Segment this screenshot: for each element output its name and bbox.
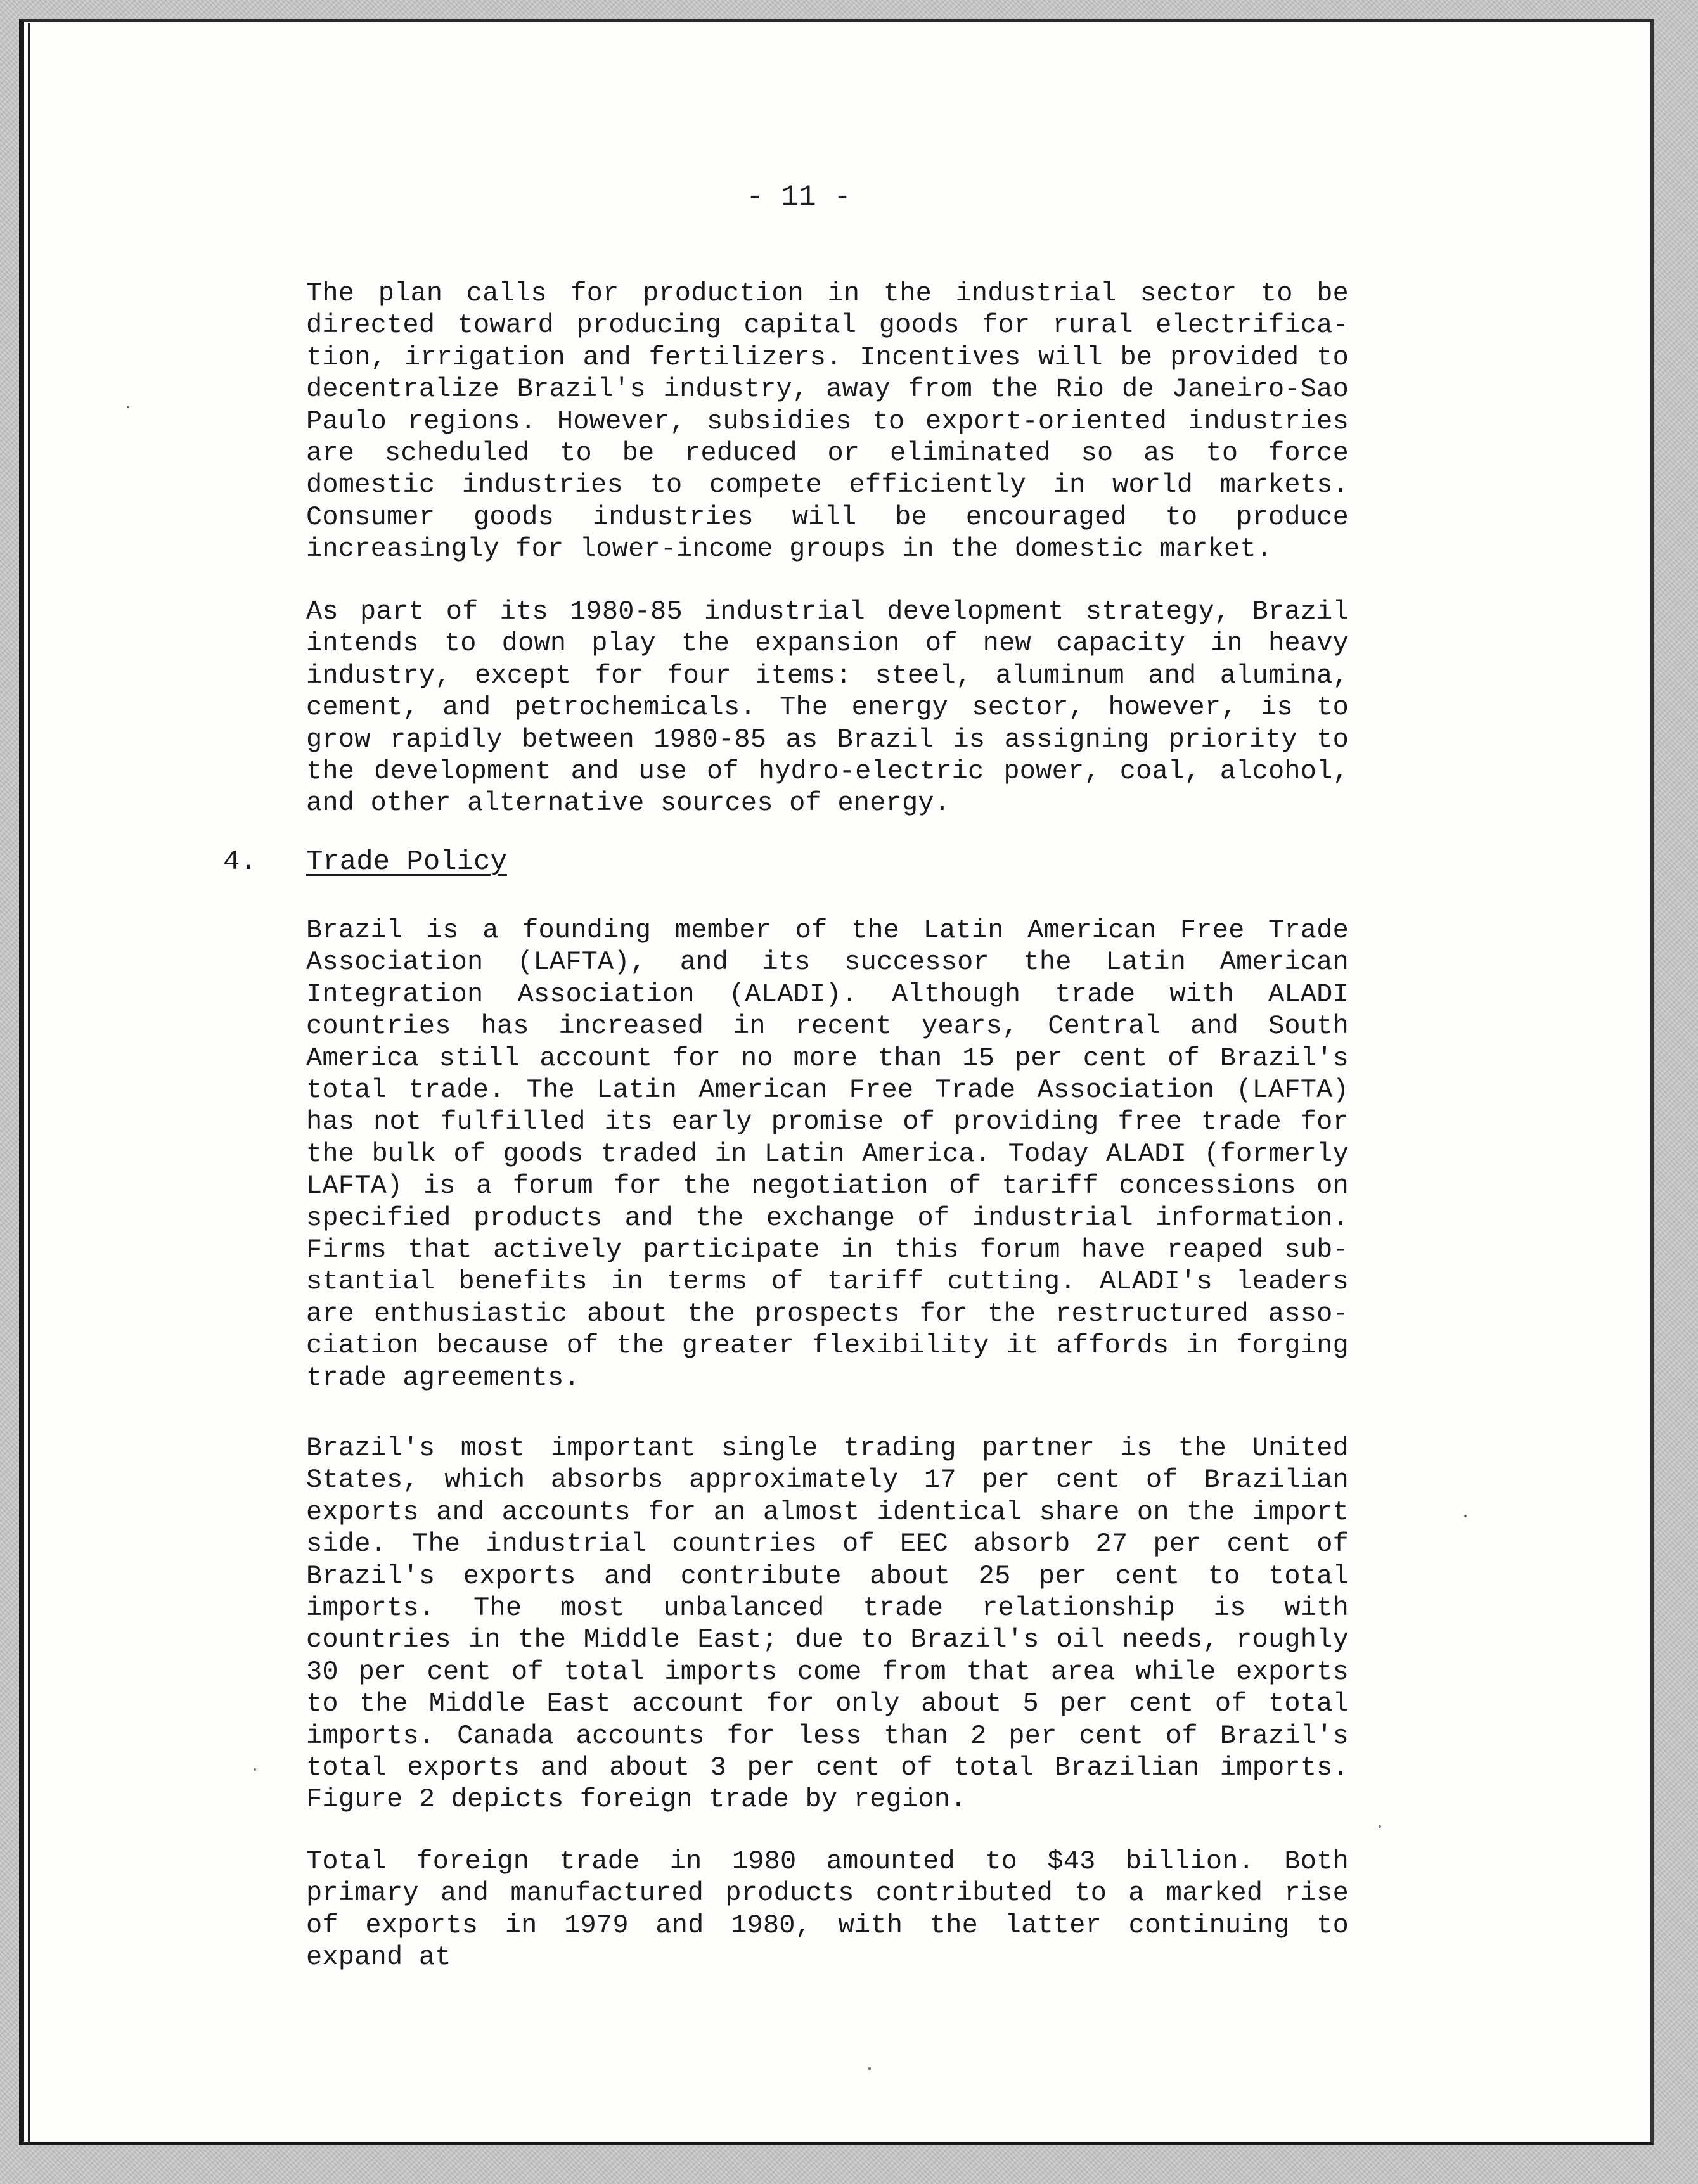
scan-speck bbox=[1464, 1515, 1467, 1517]
paragraph-total-foreign-trade: Total foreign trade in 1980 amounted to $43 billion. Both primary and manufactured products contributed to a marked rise of exports in 1979 and 1980, with the latter continuing to expand at bbox=[306, 1846, 1349, 1973]
paragraph-trading-partners: Brazil's most important single trading partner is the United States, which absorbs approximately 17 per cent of Brazilian exports and accounts for an almost identical share on the import side. The industrial countries of EEC absorb 27 per cent of Brazil's exports and contribute about 25 per cent to total imports. The most unbalanced trade relationship is with countries in the Middle East; due to Brazil's oil needs, roughly 30 per cent of total imports come from that area while exports to the Middle East account for only about 5 per cent of total imports. Canada accounts for less than 2 per cent of Brazil's total exports and about 3 per cent of total Brazilian imports. Figure 2 depicts foreign trade by region. bbox=[306, 1433, 1349, 1815]
paragraph-industrial-plan: The plan calls for production in the industrial sector to be directed toward producing capital goods for rural electrifica- tion, irrigation and fertilizers. Incentives will be provided to decentralize Brazil's industry, away from the Rio de Janeiro-Sao Paulo regions. However, subsidies to export-oriented industries are scheduled to be reduced or eliminated so as to force domestic industries to compete efficiently in world markets. Consumer goods industries will be encouraged to produce increasingly for lower-income groups in the domestic market. bbox=[306, 278, 1349, 565]
section-number: 4. bbox=[223, 846, 257, 878]
scan-speck bbox=[127, 406, 129, 408]
page-number: - 11 - bbox=[746, 181, 851, 214]
scan-speck bbox=[1379, 1825, 1381, 1828]
scan-speck bbox=[254, 1768, 256, 1771]
scan-speck bbox=[868, 2067, 871, 2070]
paragraph-lafta-aladi: Brazil is a founding member of the Latin American Free Trade Association (LAFTA), and its successor the Latin American Integration Association (ALADI). Although trade with ALADI countries has increased in recent years, Central and South America still account for no more than 15 per cent of Brazil's total trade. The Latin American Free Trade Association (LAFTA) has not fulfilled its early promise of providing free trade for the bulk of goods traded in Latin America. Today ALADI (formerly LAFTA) is a forum for the negotiation of tariff concessions on specified products and the exchange of industrial information. Firms that actively participate in this forum have reaped sub- stantial benefits in terms of tariff cutting. ALADI's leaders are enthusiastic about the prospects for the restructured asso- ciation because of the greater flexibility it affords in forging trade agreements. bbox=[306, 915, 1349, 1393]
section-title: Trade Policy bbox=[306, 846, 507, 878]
paragraph-industrial-strategy: As part of its 1980-85 industrial development strategy, Brazil intends to down play the expansion of new capacity in heavy industry, except for four items: steel, aluminum and alumina, cement, and petrochemicals. The energy sector, however, is to grow rapidly between 1980-85 as Brazil is assigning priority to the development and use of hydro-electric power, coal, alcohol, and other alternative sources of energy. bbox=[306, 596, 1349, 819]
